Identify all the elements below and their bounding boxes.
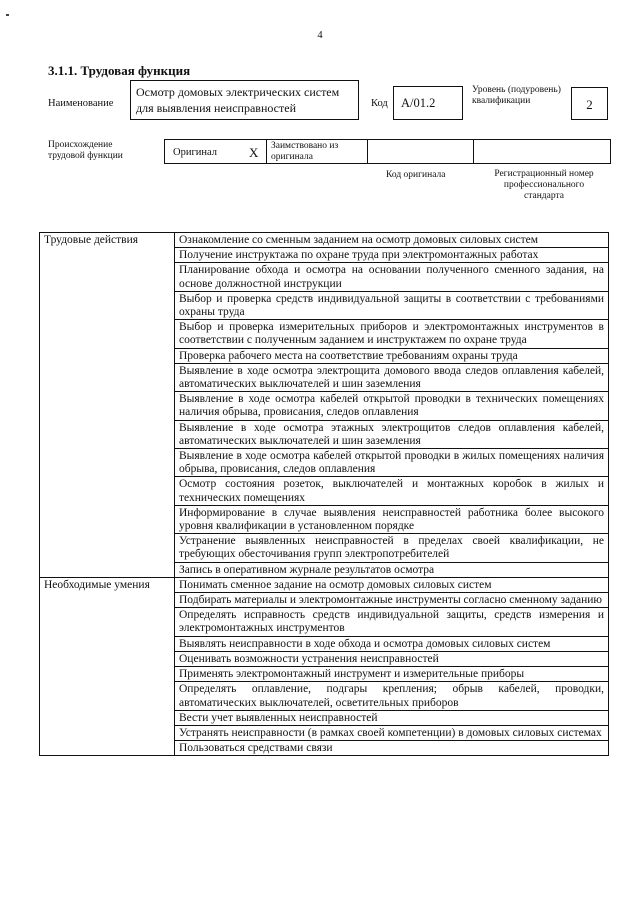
labor-function-table <box>39 232 609 756</box>
table-cell-text: Получение инструктажа по охране труда при электромонтажных работах <box>175 248 609 263</box>
table-cell-text: Определять оплавление, подгары крепления; обрыв кабелей, проводки, автоматических выключателей, осветительных приборов <box>175 682 609 710</box>
table-cell-text: Планирование обхода и осмотра на основании полученного сменного задания, на основе должностной инструкции <box>175 263 609 291</box>
table-cell-text: Выявление в ходе осмотра этажных электрощитов следов оплавления кабелей, автоматических выключателей и шин заземления <box>175 420 609 448</box>
table-row <box>40 348 609 363</box>
table-cell-text: Выявление в ходе осмотра кабелей открытой проводки в жилых помещениях наличия обрыва, провисания, следов оплавления <box>175 449 609 477</box>
code-value-box <box>393 86 463 120</box>
table-row <box>40 636 609 651</box>
category-cell <box>40 248 175 263</box>
table-row <box>40 320 609 348</box>
table-cell-text: Выявление в ходе осмотра электрощита домового ввода следов оплавления кабелей, автоматических выключателей и шин заземления <box>175 363 609 391</box>
table-cell-text: Определять исправность средств индивидуальной защиты, средств измерения и электромонтажных инструментов <box>175 608 609 636</box>
category-cell <box>40 449 175 477</box>
category-cell <box>40 741 175 756</box>
borrowed-label: Заимствовано из оригинала <box>271 141 339 162</box>
name-value: Осмотр домовых электрических систем для выявления неисправностей <box>136 85 340 115</box>
table-row <box>40 725 609 740</box>
table-row <box>40 562 609 577</box>
table-row <box>40 291 609 319</box>
table-row <box>40 710 609 725</box>
level-value-box <box>571 87 608 120</box>
original-code-caption: Код оригинала <box>386 170 446 180</box>
category-label: Необходимые умения <box>40 577 175 592</box>
category-cell <box>40 636 175 651</box>
category-cell <box>40 363 175 391</box>
table-row <box>40 420 609 448</box>
table-row <box>40 577 609 592</box>
category-cell <box>40 505 175 533</box>
category-cell <box>40 348 175 363</box>
origin-label: Происхождение трудовой функции <box>48 140 123 161</box>
table-cell-text: Осмотр состояния розеток, выключателей и монтажных коробок в жилых и технических помещениях <box>175 477 609 505</box>
category-cell <box>40 534 175 562</box>
table-cell-text: Оценивать возможности устранения неисправностей <box>175 651 609 666</box>
code-label: Код <box>371 98 388 109</box>
table-row <box>40 263 609 291</box>
category-cell <box>40 667 175 682</box>
category-cell <box>40 263 175 291</box>
table-row <box>40 233 609 248</box>
table-row <box>40 651 609 666</box>
table-cell-text: Вести учет выявленных неисправностей <box>175 710 609 725</box>
origin-row <box>164 139 611 164</box>
table-row <box>40 682 609 710</box>
table-cell-text: Выявлять неисправности в ходе обхода и осмотра домовых силовых систем <box>175 636 609 651</box>
table-cell-text: Ознакомление со сменным заданием на осмотр домовых силовых систем <box>175 233 609 248</box>
category-cell <box>40 291 175 319</box>
category-cell <box>40 682 175 710</box>
table-row <box>40 248 609 263</box>
table-row <box>40 593 609 608</box>
table-cell-text: Пользоваться средствами связи <box>175 741 609 756</box>
category-cell <box>40 320 175 348</box>
table-cell-text: Устранение выявленных неисправностей в пределах своей квалификации, не требующих обесточивания групп электропотребителей <box>175 534 609 562</box>
reg-number-caption: Регистрационный номер профессионального стандарта <box>494 169 594 201</box>
table-cell-text: Выбор и проверка средств индивидуальной защиты в соответствии с требованиями охраны труда <box>175 291 609 319</box>
name-label: Наименование <box>48 98 114 109</box>
table-cell-text: Выявление в ходе осмотра кабелей открытой проводки в технических помещениях наличия обрыва, провисания, следов оплавления <box>175 392 609 420</box>
code-value: A/01.2 <box>401 96 436 110</box>
category-cell <box>40 593 175 608</box>
table-cell-text: Понимать сменное задание на осмотр домовых силовых систем <box>175 577 609 592</box>
category-cell <box>40 562 175 577</box>
table-row <box>40 392 609 420</box>
scan-mark <box>6 14 9 16</box>
category-cell <box>40 651 175 666</box>
table-row <box>40 449 609 477</box>
table-row <box>40 534 609 562</box>
table-row <box>40 505 609 533</box>
category-cell <box>40 710 175 725</box>
original-label: Оригинал <box>173 147 217 158</box>
table-cell-text: Информирование в случае выявления неисправностей работника более высокого уровня квалификации в установленном порядке <box>175 505 609 533</box>
table-cell-text: Проверка рабочего места на соответствие требованиям охраны труда <box>175 348 609 363</box>
category-cell <box>40 608 175 636</box>
category-cell <box>40 725 175 740</box>
original-mark: X <box>249 145 259 160</box>
table-row <box>40 477 609 505</box>
page-number: 4 <box>317 30 323 41</box>
table-row <box>40 363 609 391</box>
table-cell-text: Подбирать материалы и электромонтажные инструменты согласно сменному заданию <box>175 593 609 608</box>
table-cell-text: Применять электромонтажный инструмент и измерительные приборы <box>175 667 609 682</box>
category-label: Трудовые действия <box>40 233 175 248</box>
name-value-box <box>130 80 359 120</box>
category-cell <box>40 392 175 420</box>
table-cell-text: Устранять неисправности (в рамках своей компетенции) в домовых силовых системах <box>175 725 609 740</box>
category-cell <box>40 420 175 448</box>
table-cell-text: Выбор и проверка измерительных приборов и электромонтажных инструментов в соответствии с полученным заданием и инструктажем по охране труда <box>175 320 609 348</box>
table-row <box>40 741 609 756</box>
category-cell <box>40 477 175 505</box>
table-cell-text: Запись в оперативном журнале результатов осмотра <box>175 562 609 577</box>
section-title: 3.1.1. Трудовая функция <box>48 63 191 78</box>
level-value: 2 <box>586 97 593 112</box>
level-label: Уровень (подуровень) квалификации <box>472 85 561 106</box>
table-row <box>40 608 609 636</box>
table-row <box>40 667 609 682</box>
